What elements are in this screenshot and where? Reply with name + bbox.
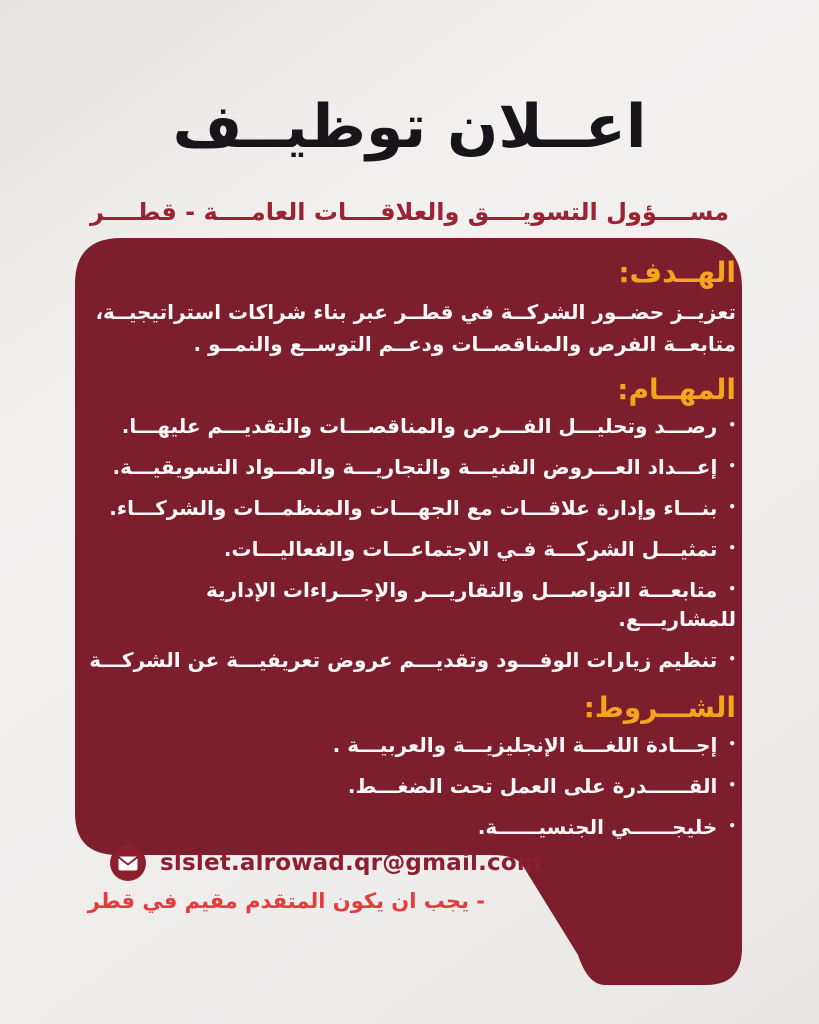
task-item: • رصـــد وتحليـــل الفـــرص والمناقصـــات والتقديـــم عليهـــا.: [84, 412, 736, 441]
details-card: [84, 256, 736, 858]
task-item: • متابعـــة التواصـــل والتقاريـــر والإجـــراءات الإدارية للمشاريـــع.: [84, 576, 736, 634]
tasks-list: [84, 412, 736, 675]
job-position-subtitle: مســــؤول التسويــــق والعلاقــــات العامــــة - قطــــر: [89, 197, 730, 226]
task-item: • تنظيم زيارات الوفـــود وتقديـــم عروض تعريفيـــة عن الشركـــة: [84, 646, 736, 675]
goal-section: [84, 256, 736, 360]
condition-item: • خليجــــــي الجنسيــــــة.: [84, 813, 736, 842]
email-address[interactable]: slslet.alrowad.qr@gmail.com: [160, 850, 542, 876]
condition-item: • إجـــادة اللغـــة الإنجليزيـــة والعربيـــة .: [84, 731, 736, 760]
task-item: • بنـــاء وإدارة علاقـــات مع الجهـــات والمنظمـــات والشركـــاء.: [84, 494, 736, 523]
contact-email-row: [110, 845, 541, 881]
goal-heading: الهــدف:: [618, 256, 736, 289]
conditions-heading: الشـــروط:: [583, 691, 736, 725]
tasks-section: [84, 373, 736, 676]
envelope-icon: [110, 845, 146, 881]
goal-text: تعزيــز حضــور الشركــة في قطــر عبر بناء شراكات استراتيجيــة، متابعــة الفرص والمناقصــات ودعــم التوســع والنمــو .: [95, 299, 736, 356]
task-item: • إعـــداد العـــروض الفنيـــة والتجاريـــة والمـــواد التسويقيـــة.: [84, 453, 736, 482]
task-item: • تمثيـــل الشركـــة فـي الاجتماعـــات والفعاليـــات.: [84, 535, 736, 564]
conditions-list: [84, 731, 736, 842]
residency-note: - يجب ان يكون المتقدم مقيم في قطر: [87, 889, 485, 913]
tasks-heading: المهــام:: [617, 372, 736, 406]
conditions-section: [84, 691, 736, 842]
condition-item: • القــــــدرة على العمل تحت الضغـــط.: [84, 772, 736, 801]
page-title: اعــلان توظيــف: [172, 92, 647, 163]
